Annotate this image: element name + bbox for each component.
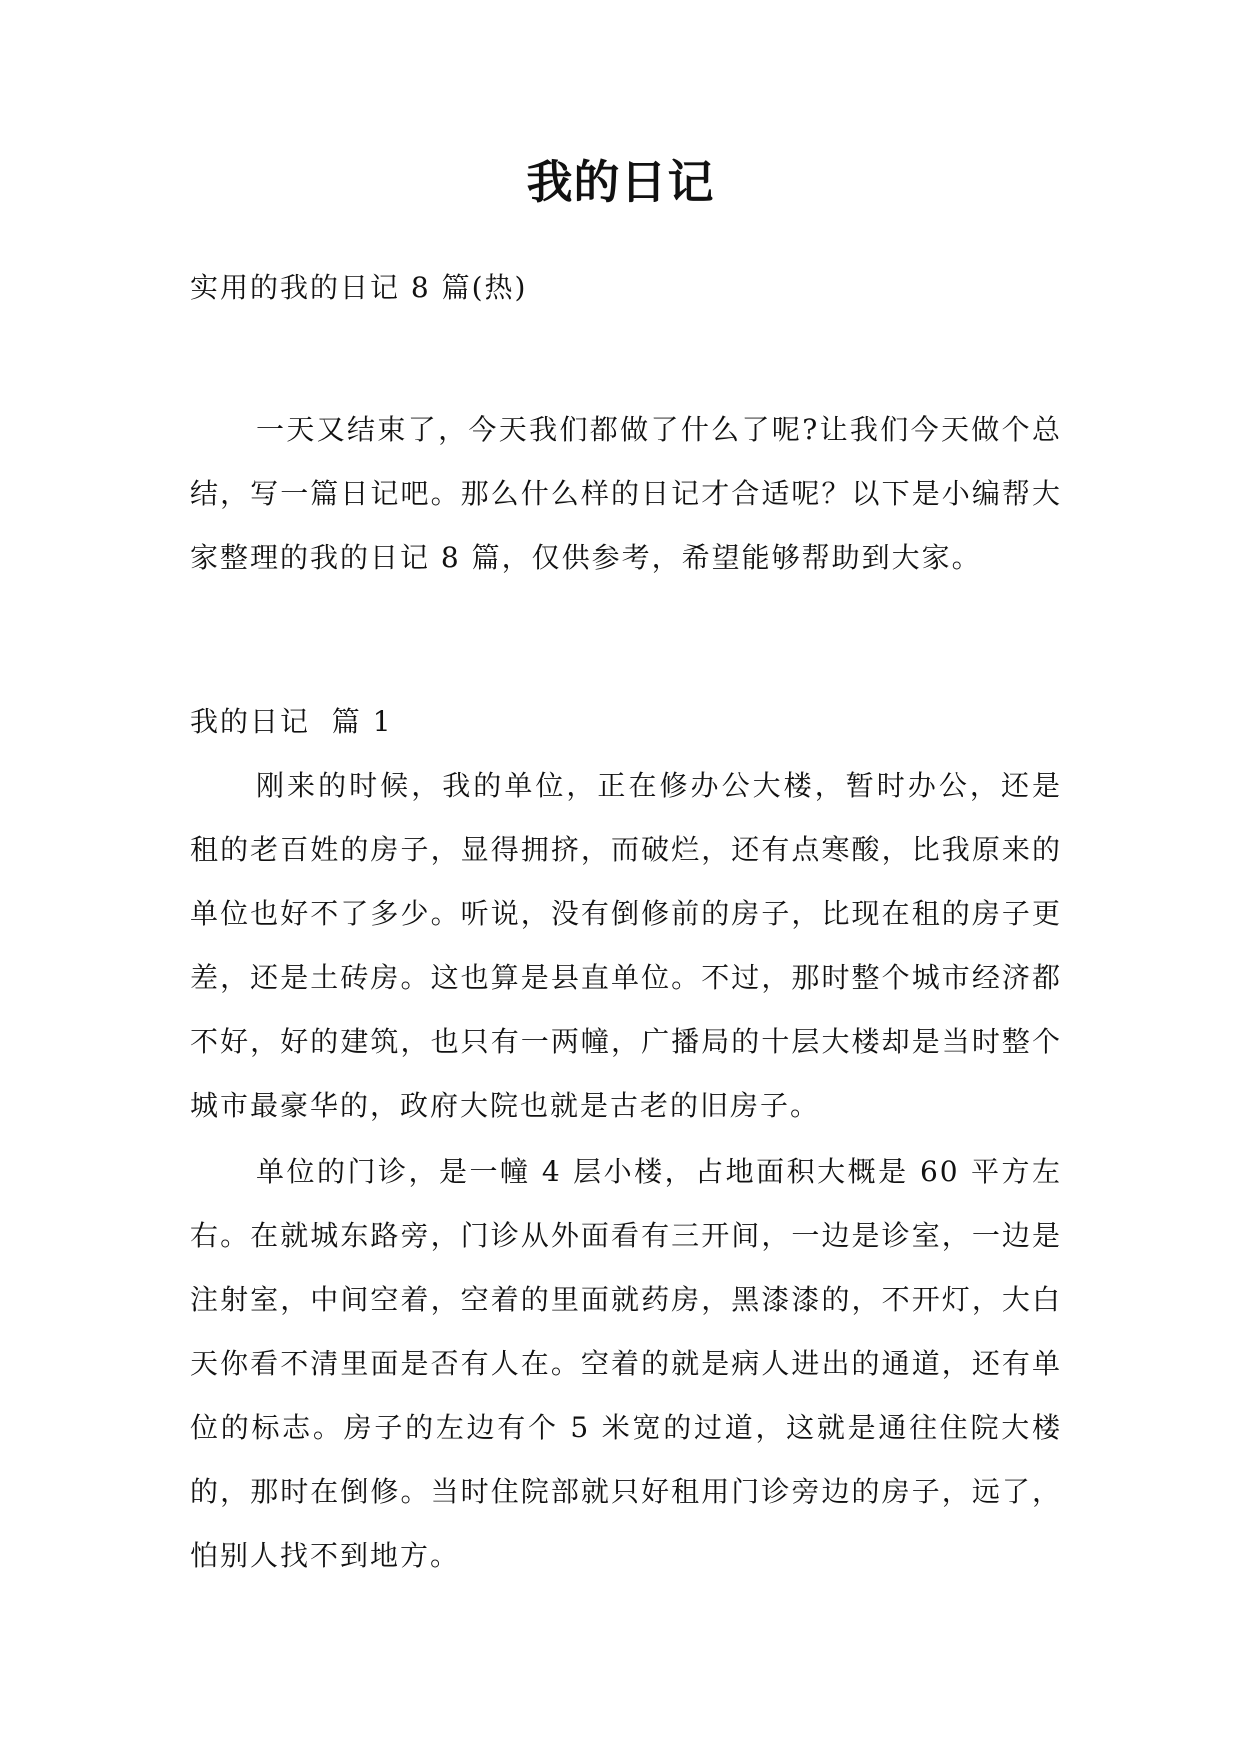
- document-subtitle: 实用的我的日记 8 篇(热): [190, 271, 528, 304]
- section-heading: 我的日记 篇 1: [190, 705, 393, 738]
- document-title: 我的日记: [526, 155, 715, 209]
- body-paragraph: 刚来的时候，我的单位，正在修办公大楼，暂时办公，还是租的老百姓的房子，显得拥挤，而破烂，还有点寒酸，比我原来的单位也好不了多少。听说，没有倒修前的房子，比现在租的房子更差，还是土砖房。这也算是县直单位。不过，那时整个城市经济都不好，好的建筑，也只有一两幢，广播局的十层大楼却是当时整个城市最豪华的，政府大院也就是古老的旧房子。: [190, 769, 1062, 1122]
- intro-paragraph: 一天又结束了，今天我们都做了什么了呢?让我们今天做个总结，写一篇日记吧。那么什么样的日记才合适呢？以下是小编帮大家整理的我的日记 8 篇，仅供参考，希望能够帮助到大家。: [190, 413, 1062, 574]
- body-paragraph: 单位的门诊，是一幢 4 层小楼，占地面积大概是 60 平方左右。在就城东路旁，门诊从外面看有三开间，一边是诊室，一边是注射室，中间空着，空着的里面就药房，黑漆漆的，不开灯，大白天你看不清里面是否有人在。空着的就是病人进出的通道，还有单位的标志。房子的左边有个 5 米宽的过道，这就是通往住院大楼的，那时在倒修。当时住院部就只好租用门诊旁边的房子，远了，怕别人找不到地方。: [190, 1155, 1062, 1572]
